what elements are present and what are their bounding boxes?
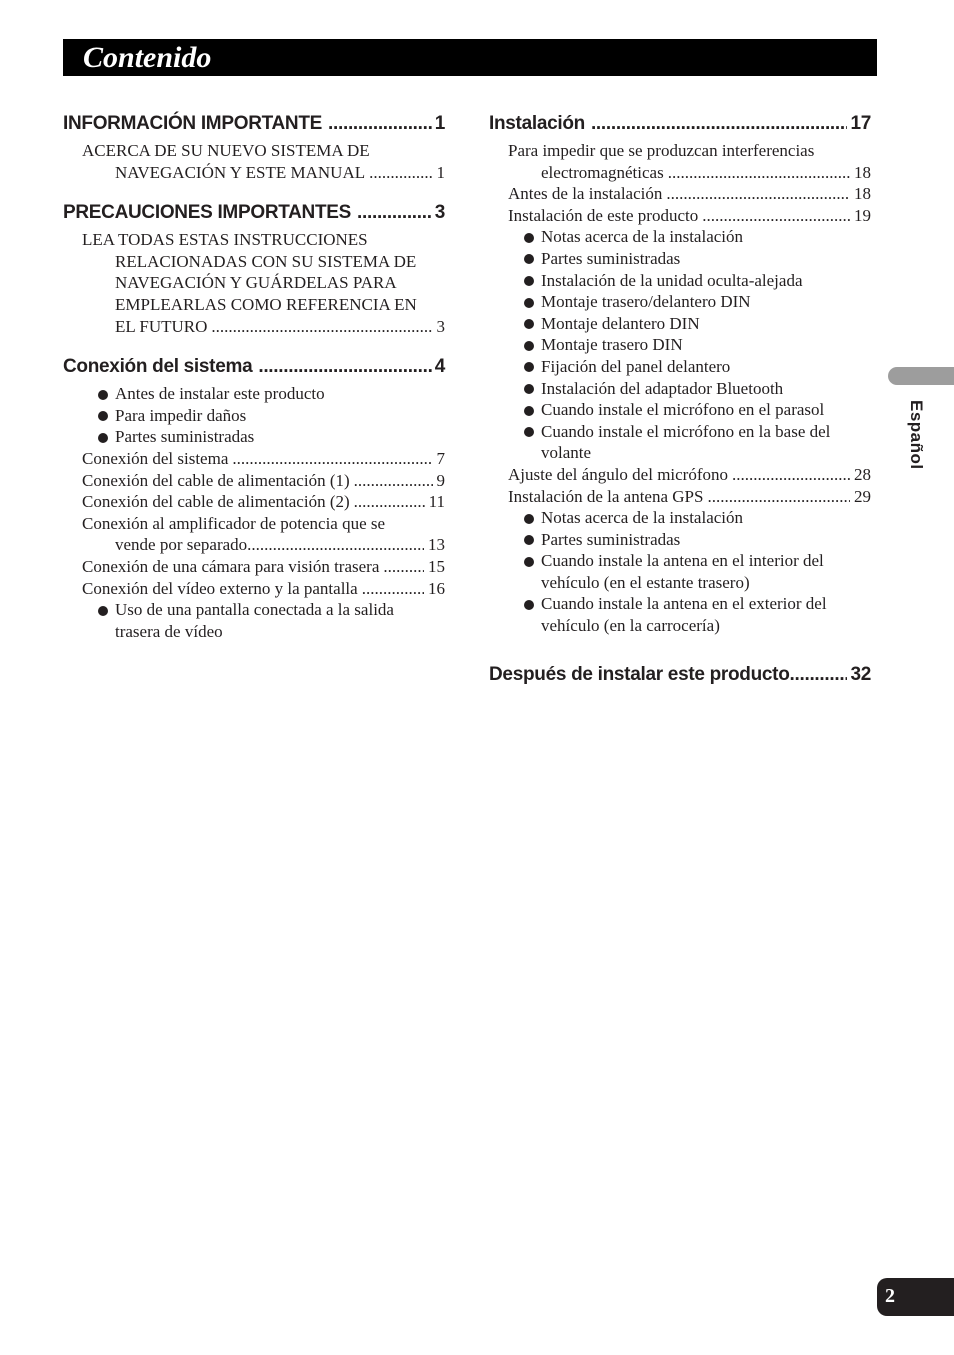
toc-left-column	[63, 108, 445, 656]
toc-entry[interactable]	[63, 491, 445, 513]
leader-dots	[668, 162, 850, 184]
toc-bullet-item[interactable]: Partes suministradas	[489, 529, 871, 551]
toc-entry[interactable]	[63, 578, 445, 600]
heading-text: PRECAUCIONES IMPORTANTES	[63, 202, 352, 224]
heading-text: INFORMACIÓN IMPORTANTE	[63, 113, 323, 134]
entry-text: Conexión del vídeo externo y la pantalla	[82, 578, 358, 598]
page-ref: 1	[434, 113, 445, 134]
entry-text: Conexión al amplificador de potencia que se	[82, 513, 386, 533]
leader-dots	[357, 197, 432, 229]
entry-text: trasera de vídeo	[115, 621, 223, 641]
page-title: Contenido	[83, 41, 212, 74]
leader-dots	[211, 316, 432, 338]
toc-entry[interactable]	[489, 205, 871, 227]
toc-heading[interactable]	[489, 108, 871, 140]
entry-text: Ajuste del ángulo del micrófono	[508, 464, 729, 484]
leader-dots	[354, 470, 433, 492]
entry-text: ACERCA DE SU NUEVO SISTEMA DE	[82, 141, 370, 160]
leader-dots	[354, 491, 425, 513]
toc-heading[interactable]	[63, 197, 445, 229]
toc-bullet-item[interactable]: Notas acerca de la instalación	[489, 507, 871, 529]
toc-section-instalacion	[489, 108, 871, 637]
page-number-tab	[877, 1278, 954, 1316]
toc-section-informacion	[63, 108, 445, 183]
toc-entry[interactable]	[489, 183, 871, 205]
toc-bullet-item[interactable]: Notas acerca de la instalación	[489, 226, 871, 248]
page-ref: 16	[428, 578, 445, 598]
leader-dots	[383, 556, 424, 578]
page-ref: 7	[436, 448, 445, 468]
page-ref: 32	[850, 663, 871, 685]
entry-text: vehículo (en el estante trasero)	[541, 572, 750, 592]
leader-dots	[247, 534, 424, 556]
leader-dots	[232, 448, 432, 470]
toc-entry[interactable]	[63, 140, 445, 183]
language-tab-marker	[888, 367, 954, 385]
toc-bullet-item[interactable]	[489, 550, 871, 593]
leader-dots	[369, 162, 432, 184]
toc-section-despues	[489, 659, 871, 691]
entry-text: EMPLEARLAS COMO REFERENCIA EN	[115, 294, 417, 314]
entry-text: LEA TODAS ESTAS INSTRUCCIONES	[82, 230, 368, 250]
entry-text: vende por separado	[115, 535, 248, 555]
entry-text: Conexión del cable de alimentación (2)	[82, 492, 350, 512]
toc-bullet-item[interactable]: Montaje trasero/delantero DIN	[489, 291, 871, 313]
entry-text: Cuando instale la antena en el exterior del	[541, 594, 827, 614]
heading-text: Después de instalar este producto	[489, 663, 790, 685]
toc-entry[interactable]	[489, 464, 871, 486]
toc-bullet-item[interactable]: Montaje delantero DIN	[489, 313, 871, 335]
entry-text: Cuando instale la antena en el interior del	[541, 551, 824, 571]
entry-text: Instalación de la antena GPS	[508, 486, 704, 506]
entry-text: Para impedir que se produzcan interferencias	[508, 141, 815, 160]
leader-dots	[790, 659, 848, 691]
toc-bullet-item[interactable]: Instalación de la unidad oculta-alejada	[489, 270, 871, 292]
toc-entry[interactable]	[63, 513, 445, 556]
page-ref: 9	[436, 470, 445, 490]
entry-text: NAVEGACIÓN Y ESTE MANUAL	[115, 162, 366, 182]
toc-bullet-item[interactable]: Partes suministradas	[63, 426, 445, 448]
toc-entry[interactable]	[63, 556, 445, 578]
leader-dots	[591, 108, 848, 140]
toc-entry[interactable]	[63, 448, 445, 470]
entry-text: Conexión de una cámara para visión trasera	[82, 556, 380, 576]
page-ref: 13	[428, 535, 445, 555]
entry-text: Instalación de este producto	[508, 205, 699, 225]
toc-entry[interactable]	[63, 470, 445, 492]
entry-text: Conexión del sistema	[82, 448, 229, 468]
entry-text: Antes de la instalación	[508, 184, 663, 204]
entry-text: Conexión del cable de alimentación (1)	[82, 470, 350, 490]
language-label: Español	[907, 400, 926, 470]
entry-text: EL FUTURO	[115, 316, 208, 336]
toc-bullet-item[interactable]: Cuando instale el micrófono en el parasol	[489, 399, 871, 421]
toc-bullet-item[interactable]	[63, 599, 445, 642]
page-ref: 3	[434, 202, 445, 224]
page-ref: 18	[854, 162, 871, 182]
leader-dots	[362, 578, 424, 600]
toc-entry[interactable]	[489, 486, 871, 508]
leader-dots	[732, 464, 850, 486]
entry-text: Cuando instale el micrófono en la base del	[541, 421, 831, 441]
toc-section-conexion	[63, 351, 445, 642]
entry-text: Uso de una pantalla conectada a la salida	[115, 600, 394, 620]
toc-entry[interactable]	[489, 140, 871, 183]
toc-entry[interactable]	[63, 229, 445, 337]
page-ref: 15	[428, 556, 445, 576]
toc-heading[interactable]	[489, 659, 871, 691]
toc-bullet-item[interactable]: Fijación del panel delantero	[489, 356, 871, 378]
heading-text: Instalación	[489, 113, 585, 134]
toc-heading[interactable]	[63, 351, 445, 383]
toc-heading[interactable]	[63, 108, 445, 140]
page-ref: 1	[436, 162, 445, 182]
toc-right-column	[489, 108, 871, 705]
leader-dots	[707, 486, 850, 508]
page-number: 2	[885, 1285, 895, 1307]
toc-bullet-item[interactable]	[489, 421, 871, 464]
page-ref: 28	[854, 464, 871, 484]
entry-text: volante	[541, 443, 592, 463]
leader-dots	[666, 183, 850, 205]
page-ref: 11	[428, 492, 445, 512]
toc-bullet-item[interactable]: Partes suministradas	[489, 248, 871, 270]
toc-bullet-item[interactable]: Instalación del adaptador Bluetooth	[489, 378, 871, 400]
toc-bullet-item[interactable]: Para impedir daños	[63, 405, 445, 427]
page-ref: 3	[436, 316, 445, 336]
heading-text: Conexión del sistema	[63, 356, 253, 378]
toc-section-precauciones	[63, 197, 445, 337]
page-ref: 18	[854, 184, 871, 204]
entry-text: RELACIONADAS CON SU SISTEMA DE	[115, 251, 417, 271]
toc-bullet-item[interactable]: Antes de instalar este producto	[63, 383, 445, 405]
page-ref: 17	[850, 113, 871, 134]
page-ref: 29	[854, 486, 871, 506]
page-ref: 19	[854, 205, 871, 225]
entry-text: vehículo (en la carrocería)	[541, 616, 720, 636]
leader-dots	[258, 351, 431, 383]
leader-dots	[328, 108, 432, 140]
leader-dots	[702, 205, 850, 227]
toc-bullet-item[interactable]	[489, 593, 871, 636]
page-ref: 4	[434, 356, 445, 378]
entry-text: electromagnéticas	[541, 162, 664, 182]
toc-bullet-item[interactable]: Montaje trasero DIN	[489, 334, 871, 356]
title-bar	[63, 39, 877, 76]
entry-text: NAVEGACIÓN Y GUÁRDELAS PARA	[115, 273, 397, 293]
